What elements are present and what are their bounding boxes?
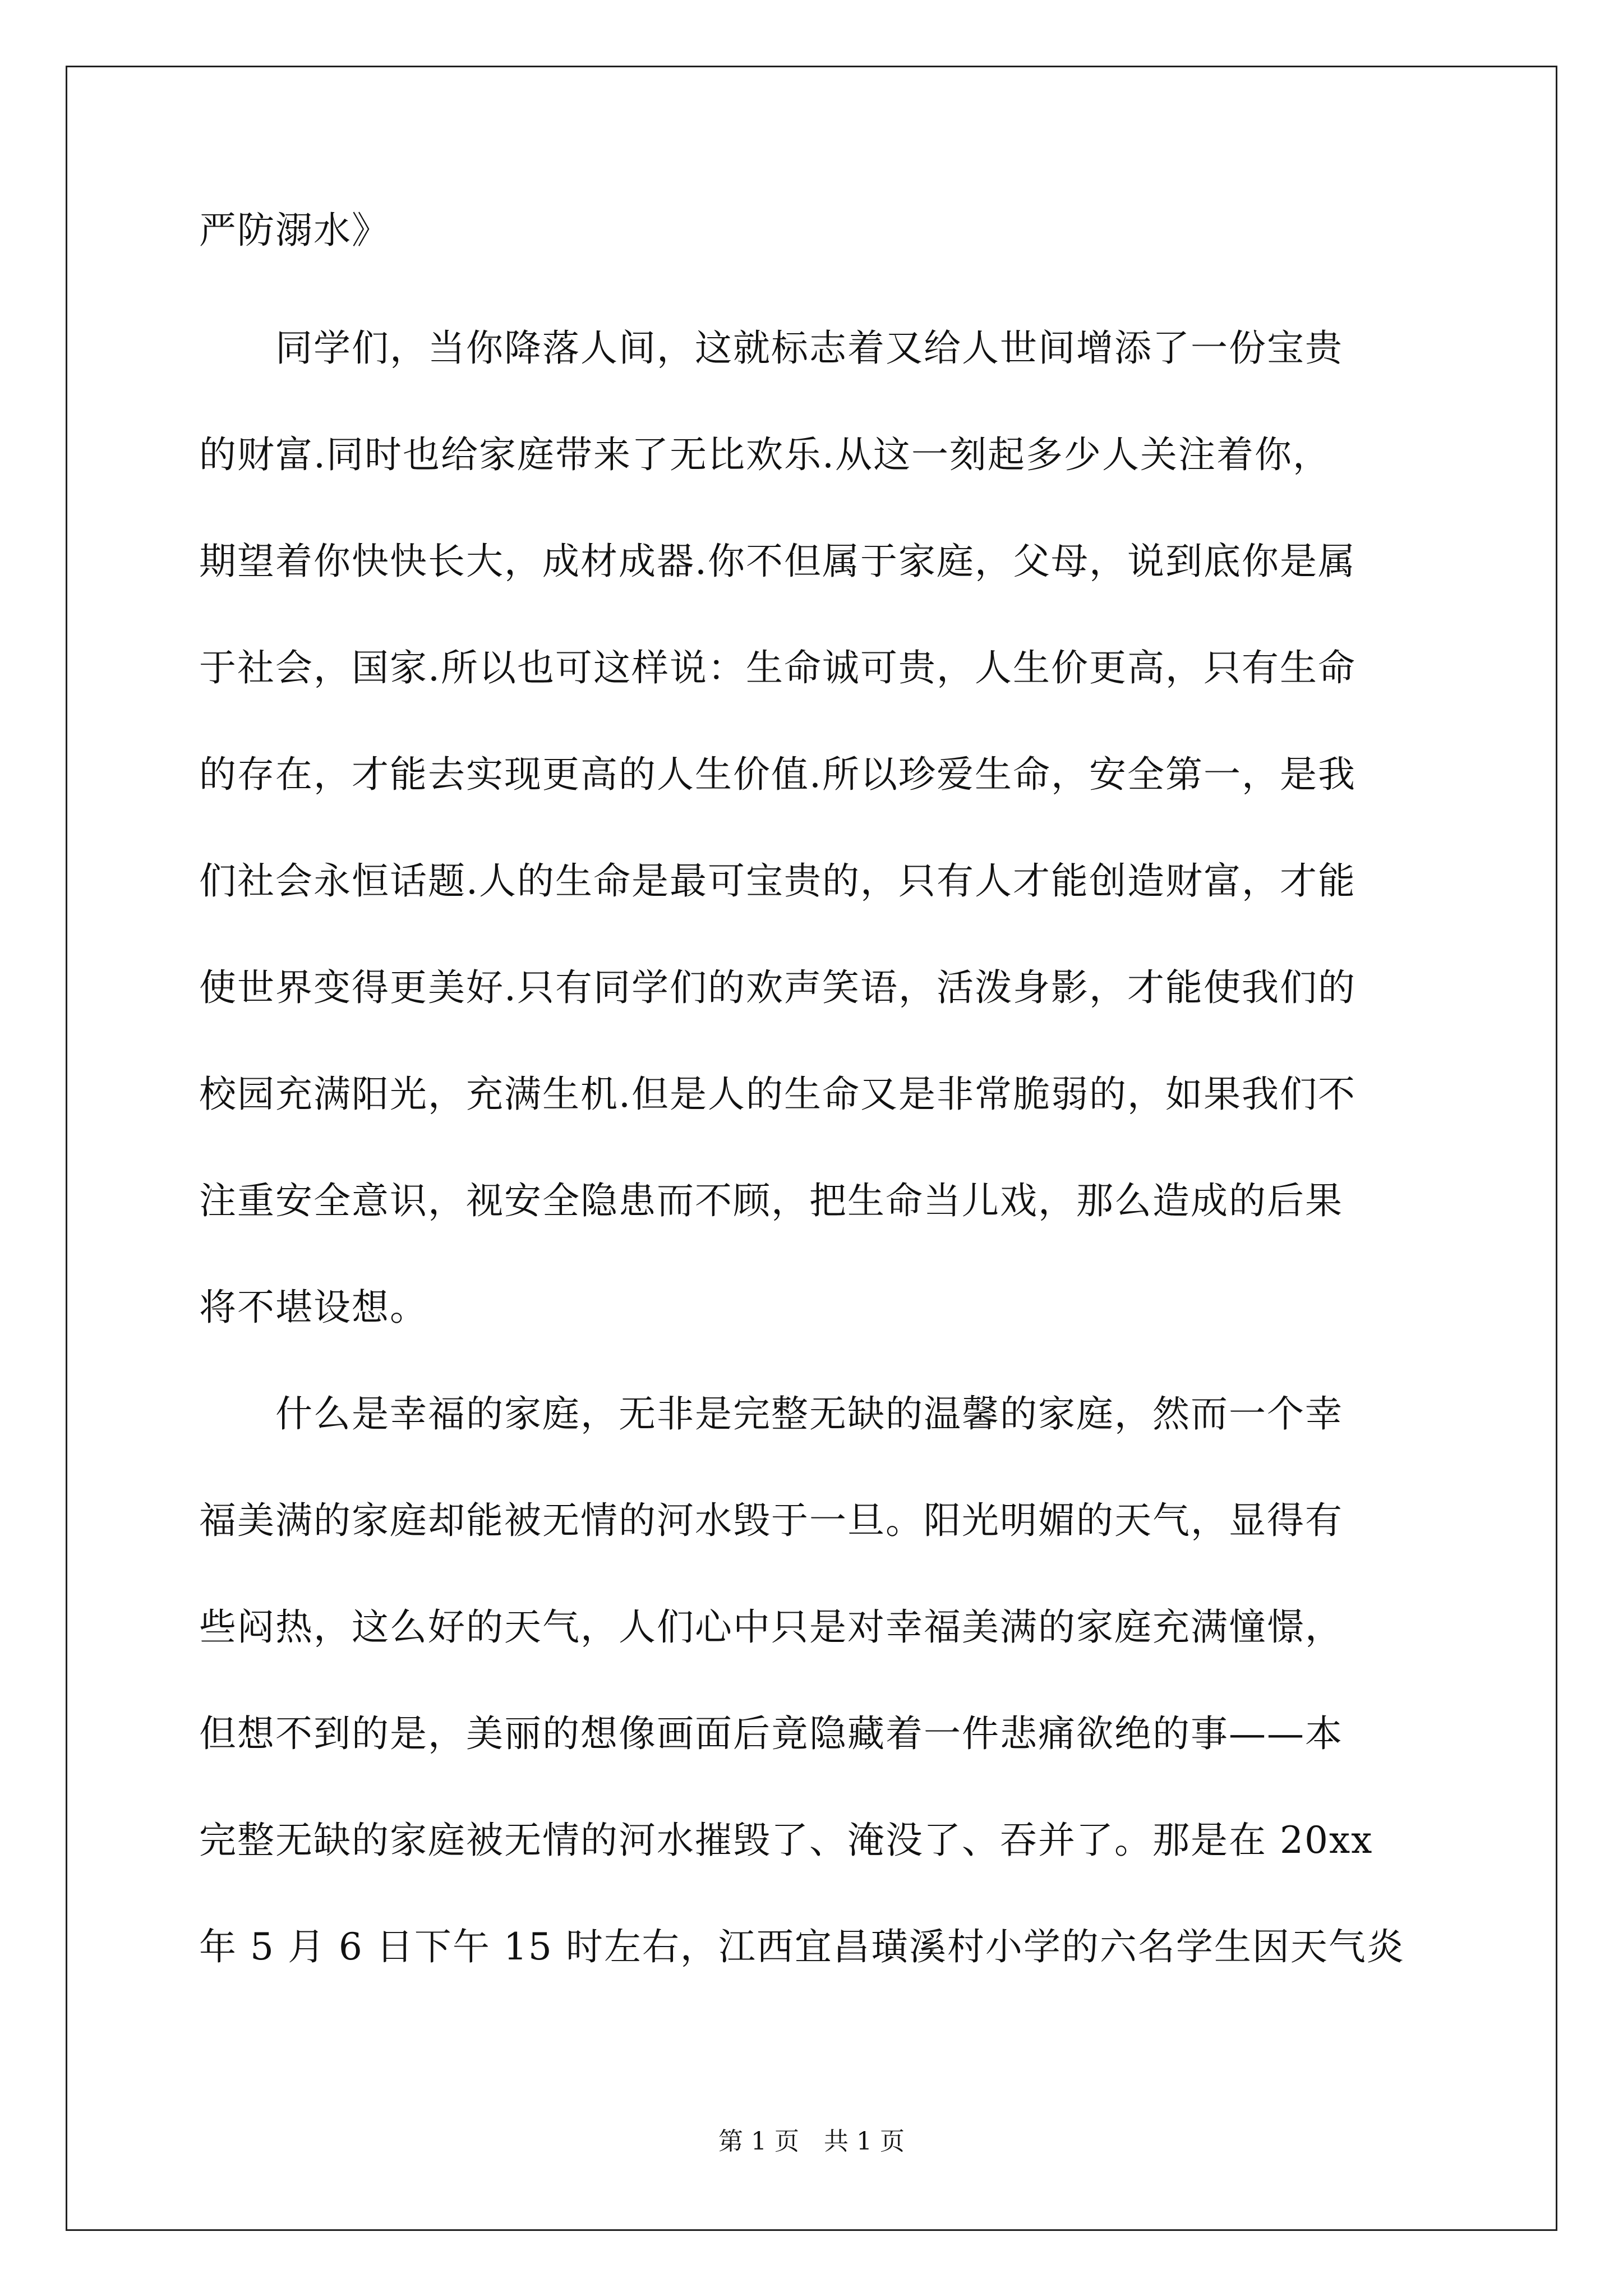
text-line: 于社会，国家.所以也可这样说：生命诚可贵，人生价更高，只有生命: [199, 646, 1356, 689]
page-border: [66, 66, 1557, 2231]
text-line: 什么是幸福的家庭，无非是完整无缺的温馨的家庭，然而一个幸: [199, 1392, 1343, 1435]
text-line: 们社会永恒话题.人的生命是最可宝贵的，只有人才能创造财富，才能: [199, 859, 1356, 903]
text-line: 年 5 月 6 日下午 15 时左右，江西宜昌璜溪村小学的六名学生因天气炎: [199, 1925, 1405, 1968]
text-line: 严防溺水》: [199, 209, 390, 252]
text-line: 但想不到的是，美丽的想像画面后竟隐藏着一件悲痛欲绝的事——本: [199, 1712, 1343, 1755]
text-line: 些闷热，这么好的天气，人们心中只是对幸福美满的家庭充满憧憬，: [199, 1605, 1343, 1649]
text-line: 的财富.同时也给家庭带来了无比欢乐.从这一刻起多少人关注着你，: [199, 433, 1331, 476]
text-line: 将不堪设想。: [199, 1286, 428, 1329]
text-line: 同学们，当你降落人间，这就标志着又给人世间增添了一份宝贵: [199, 326, 1343, 370]
text-line: 注重安全意识，视安全隐患而不顾，把生命当儿戏，那么造成的后果: [199, 1179, 1343, 1222]
text-line: 期望着你快快长大，成材成器.你不但属于家庭，父母，说到底你是属: [199, 540, 1356, 583]
page-number-footer: 第 1 页 共 1 页: [718, 2127, 905, 2156]
text-line: 完整无缺的家庭被无情的河水摧毁了、淹没了、吞并了。那是在 20xx: [199, 1819, 1373, 1862]
text-line: 使世界变得更美好.只有同学们的欢声笑语，活泼身影，才能使我们的: [199, 966, 1356, 1009]
text-line: 的存在，才能去实现更高的人生价值.所以珍爱生命，安全第一，是我: [199, 753, 1356, 796]
text-line: 福美满的家庭却能被无情的河水毁于一旦。阳光明媚的天气，显得有: [199, 1499, 1343, 1542]
text-line: 校园充满阳光，充满生机.但是人的生命又是非常脆弱的，如果我们不: [199, 1073, 1356, 1116]
